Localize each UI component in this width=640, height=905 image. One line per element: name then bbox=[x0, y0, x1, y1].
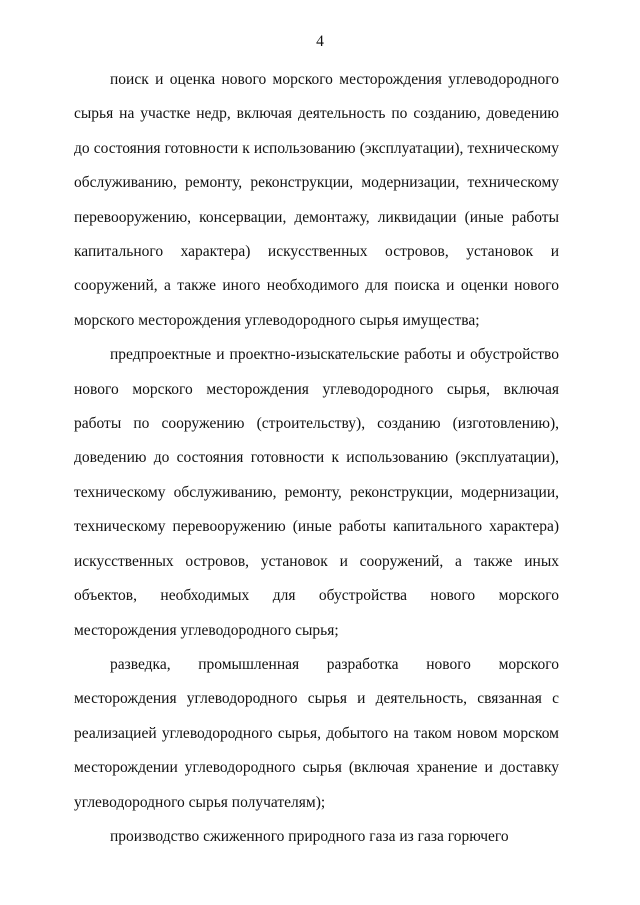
paragraph-exploration: поиск и оценка нового морского месторождения углеводородного сырья на участке недр, включая деятельность по созданию, доведению до состояния готовности к использованию (эксплуатации), техническому обслуживанию, ремонту, реконструкции, модернизации, техническому перевооружению, консервации, демонтажу, ликвидации (иные работы капитального характера) искусственных островов, установок и сооружений, а также иного необходимого для поиска и оценки нового морского месторождения углеводородного сырья имущества; bbox=[74, 71, 559, 329]
paragraph-production: разведка, промышленная разработка нового морского месторождения углеводородного сырья и деятельность, связанная с реализацией углеводородного сырья, добытого на таком новом морском месторождении углеводородного сырья (включая хранение и доставку углеводородного сырья получателям); bbox=[74, 655, 559, 811]
paragraph-development: предпроектные и проектно-изыскательские работы и обустройство нового морского месторождения углеводородного сырья, включая работы по сооружению (строительству), созданию (изготовлению), доведению до состояния готовности к использованию (эксплуатации), техническому обслуживанию, ремонту, реконструкции, модернизации, техническому перевооружению (иные работы капитального характера) искусственных островов, установок и сооружений, а также иных объектов, необходимых для обустройства нового морского месторождения углеводородного сырья; bbox=[74, 346, 559, 639]
paragraph-lng: производство сжиженного природного газа из газа горючего bbox=[110, 827, 509, 845]
page-number: 4 bbox=[316, 33, 324, 50]
document-body bbox=[74, 63, 559, 854]
